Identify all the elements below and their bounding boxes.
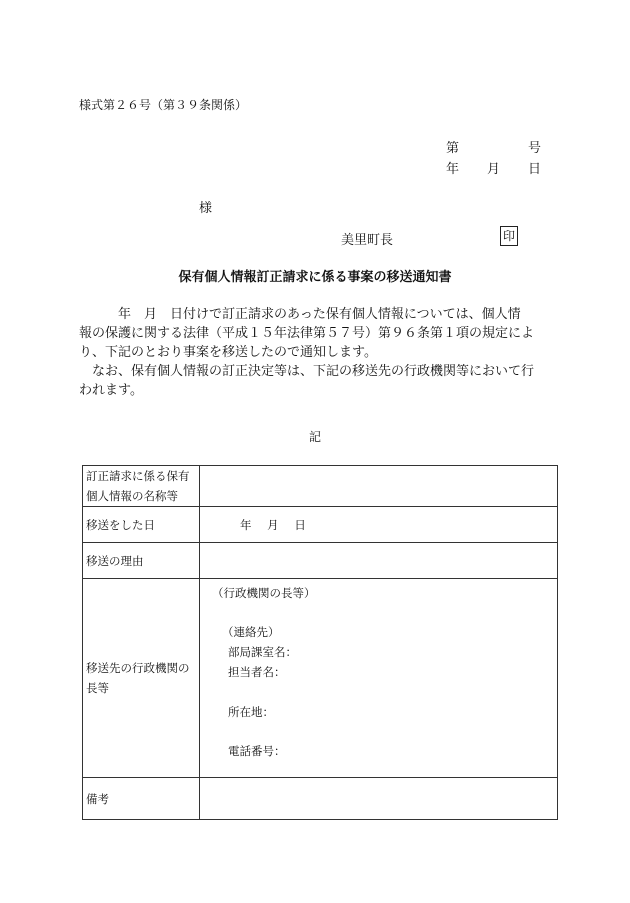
- body-text: [79, 305, 559, 400]
- table-row: [83, 778, 558, 820]
- table-row: [83, 579, 558, 778]
- address-label: 所在地：: [228, 705, 274, 719]
- date-day-label: 日: [528, 162, 542, 177]
- document-number-prefix: 第: [446, 141, 460, 156]
- date-month-label: 月: [487, 162, 501, 177]
- document-number-suffix: 号: [528, 141, 542, 156]
- transfer-date-label: 移送をした日: [83, 507, 200, 543]
- transfer-details-table: [82, 465, 558, 820]
- destination-agency-label: [83, 579, 200, 778]
- label-line: 移送先の行政機関の: [86, 661, 190, 675]
- body-line: り、下記のとおり事案を移送したので通知します。: [79, 345, 377, 360]
- agency-head-label: （行政機関の長等）: [212, 586, 316, 600]
- document-title: 保有個人情報訂正請求に係る事案の移送通知書: [178, 270, 452, 285]
- body-line: 報の保護に関する法律（平成１５年法律第５７号）第９６条第１項の規定によ: [79, 326, 535, 341]
- request-info-name-label: [83, 466, 200, 507]
- contact-label: （連絡先）: [222, 625, 280, 639]
- transfer-date-year: 年: [240, 517, 252, 532]
- seal-icon: 印: [500, 226, 518, 246]
- body-line: 年 月 日付けで訂正請求のあった保有個人情報については、個人情: [79, 307, 521, 322]
- addressee-suffix: 様: [199, 201, 213, 216]
- table-row: [83, 543, 558, 579]
- transfer-reason-label: 移送の理由: [83, 543, 200, 579]
- body-line: なお、保有個人情報の訂正決定等は、下記の移送先の行政機関等において行: [79, 364, 535, 379]
- person-in-charge-label: 担当者名：: [228, 665, 286, 679]
- remarks-field[interactable]: [200, 778, 558, 820]
- destination-agency-field[interactable]: [200, 579, 558, 778]
- transfer-date-field[interactable]: [200, 507, 558, 543]
- date-year-label: 年: [446, 162, 460, 177]
- transfer-date-day: 日: [294, 517, 306, 532]
- department-label: 部局課室名：: [228, 645, 297, 659]
- phone-label: 電話番号：: [228, 744, 286, 758]
- label-line: 訂正請求に係る保有: [86, 469, 190, 483]
- transfer-date-month: 月: [267, 517, 279, 532]
- form-number: 様式第２６号（第３９条関係）: [79, 98, 248, 112]
- remarks-label: 備考: [83, 778, 200, 820]
- ki-heading: 記: [308, 430, 321, 444]
- body-line: われます。: [79, 383, 143, 398]
- transfer-reason-field[interactable]: [200, 543, 558, 579]
- label-line: 個人情報の名称等: [86, 489, 178, 503]
- table-row: [83, 466, 558, 507]
- request-info-name-field[interactable]: [200, 466, 558, 507]
- label-line: 長等: [86, 681, 109, 695]
- table-row: [83, 507, 558, 543]
- sender-name: 美里町長: [341, 233, 394, 248]
